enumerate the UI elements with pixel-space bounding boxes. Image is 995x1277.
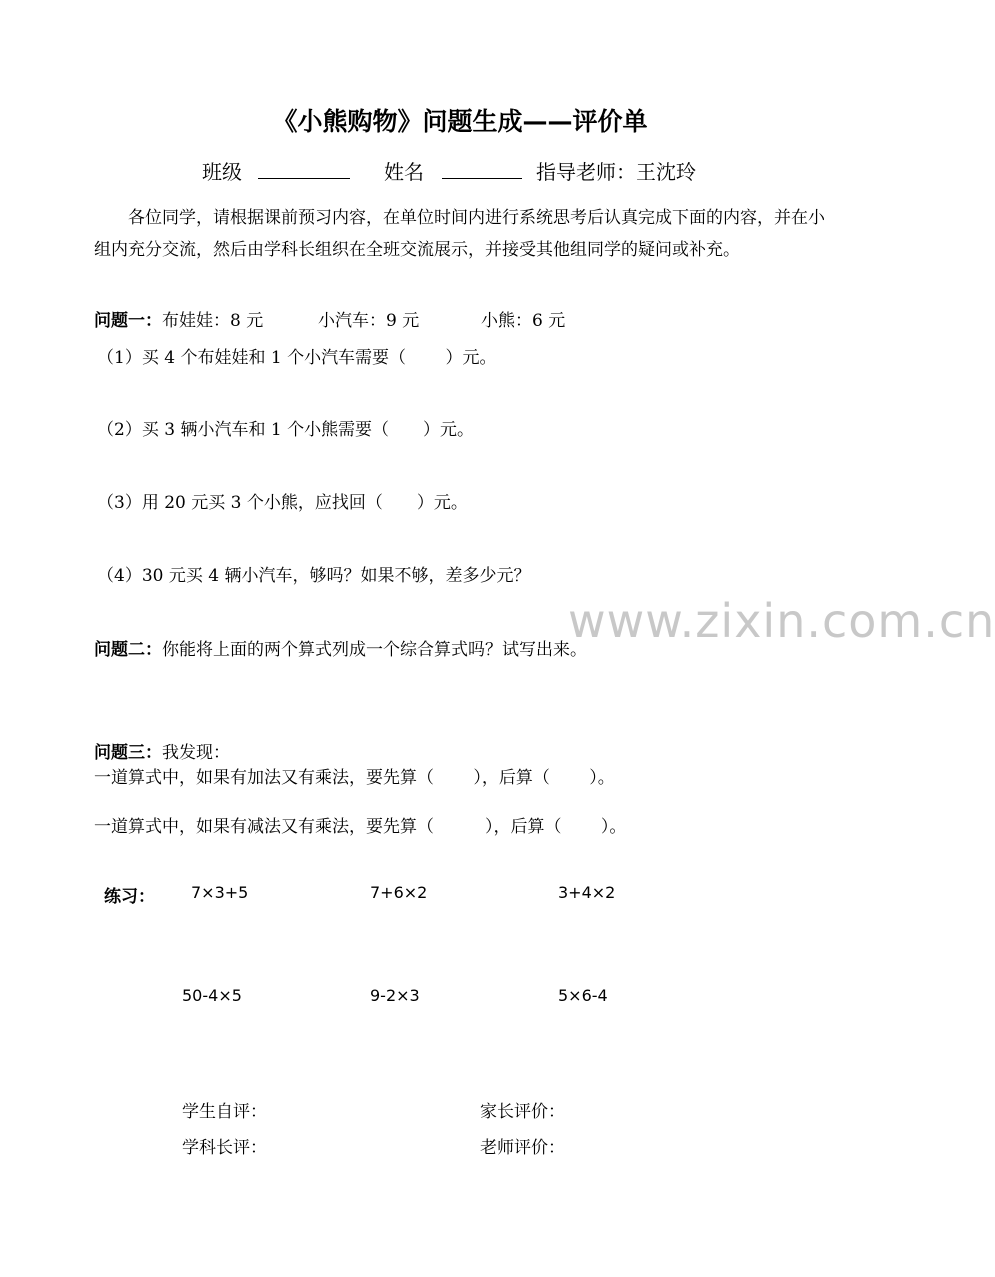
q1-item-1: （1）买 4 个布娃娃和 1 个小汽车需要（ ）元。 — [97, 348, 497, 368]
intro-paragraph: 各位同学，请根据课前预习内容，在单位时间内进行系统思考后认真完成下面的内容，并在小组内充分交流，然后由学科长组织在全班交流展示，并接受其他组同学的疑问或补充。 — [94, 208, 825, 260]
teacher-eval: 老师评价： — [480, 1138, 565, 1158]
q3-label: 问题三： — [94, 743, 162, 763]
q2-text: 你能将上面的两个算式列成一个综合算式吗？试写出来。 — [162, 640, 587, 660]
q1-item-4: （4）30 元买 4 辆小汽车，够吗？如果不够，差多少元？ — [97, 566, 531, 586]
name-label: 姓名 — [384, 160, 424, 184]
page-title: 《小熊购物》问题生成——评价单 — [272, 107, 648, 136]
q1-heading — [94, 306, 263, 331]
practice-expr: 7×3+5 — [191, 883, 249, 902]
subject-leader-eval: 学科长评： — [182, 1138, 267, 1158]
student-self-eval: 学生自评： — [182, 1102, 267, 1122]
q3-row — [94, 738, 230, 763]
q2-row — [94, 635, 587, 660]
parent-eval: 家长评价： — [480, 1102, 565, 1122]
class-blank[interactable] — [258, 160, 350, 183]
practice-expr: 3+4×2 — [558, 883, 616, 902]
price-doll: 布娃娃：8 元 — [162, 311, 264, 331]
practice-label: 练习： — [104, 887, 155, 907]
practice-expr: 5×6-4 — [558, 986, 608, 1005]
watermark: www.zixin.com.cn — [568, 594, 995, 648]
q3-text: 我发现： — [162, 743, 230, 763]
class-label: 班级 — [202, 160, 242, 184]
q3-line-1: 一道算式中，如果有加法又有乘法，要先算（ ），后算（ ）。 — [94, 768, 615, 788]
teacher-label: 指导老师：王沈玲 — [536, 160, 696, 184]
q2-label: 问题二： — [94, 640, 162, 660]
practice-expr: 7+6×2 — [370, 883, 428, 902]
price-bear: 小熊：6 元 — [481, 311, 566, 331]
q1-item-2: （2）买 3 辆小汽车和 1 个小熊需要（ ）元。 — [97, 420, 475, 440]
practice-expr: 50-4×5 — [182, 986, 242, 1005]
q3-line-2: 一道算式中，如果有减法又有乘法，要先算（ ），后算（ ）。 — [94, 817, 627, 837]
q1-label: 问题一： — [94, 311, 162, 331]
q1-item-3: （3）用 20 元买 3 个小熊，应找回（ ）元。 — [97, 493, 468, 513]
name-blank[interactable] — [442, 160, 522, 183]
practice-expr: 9-2×3 — [370, 986, 420, 1005]
price-car: 小汽车：9 元 — [318, 311, 420, 331]
